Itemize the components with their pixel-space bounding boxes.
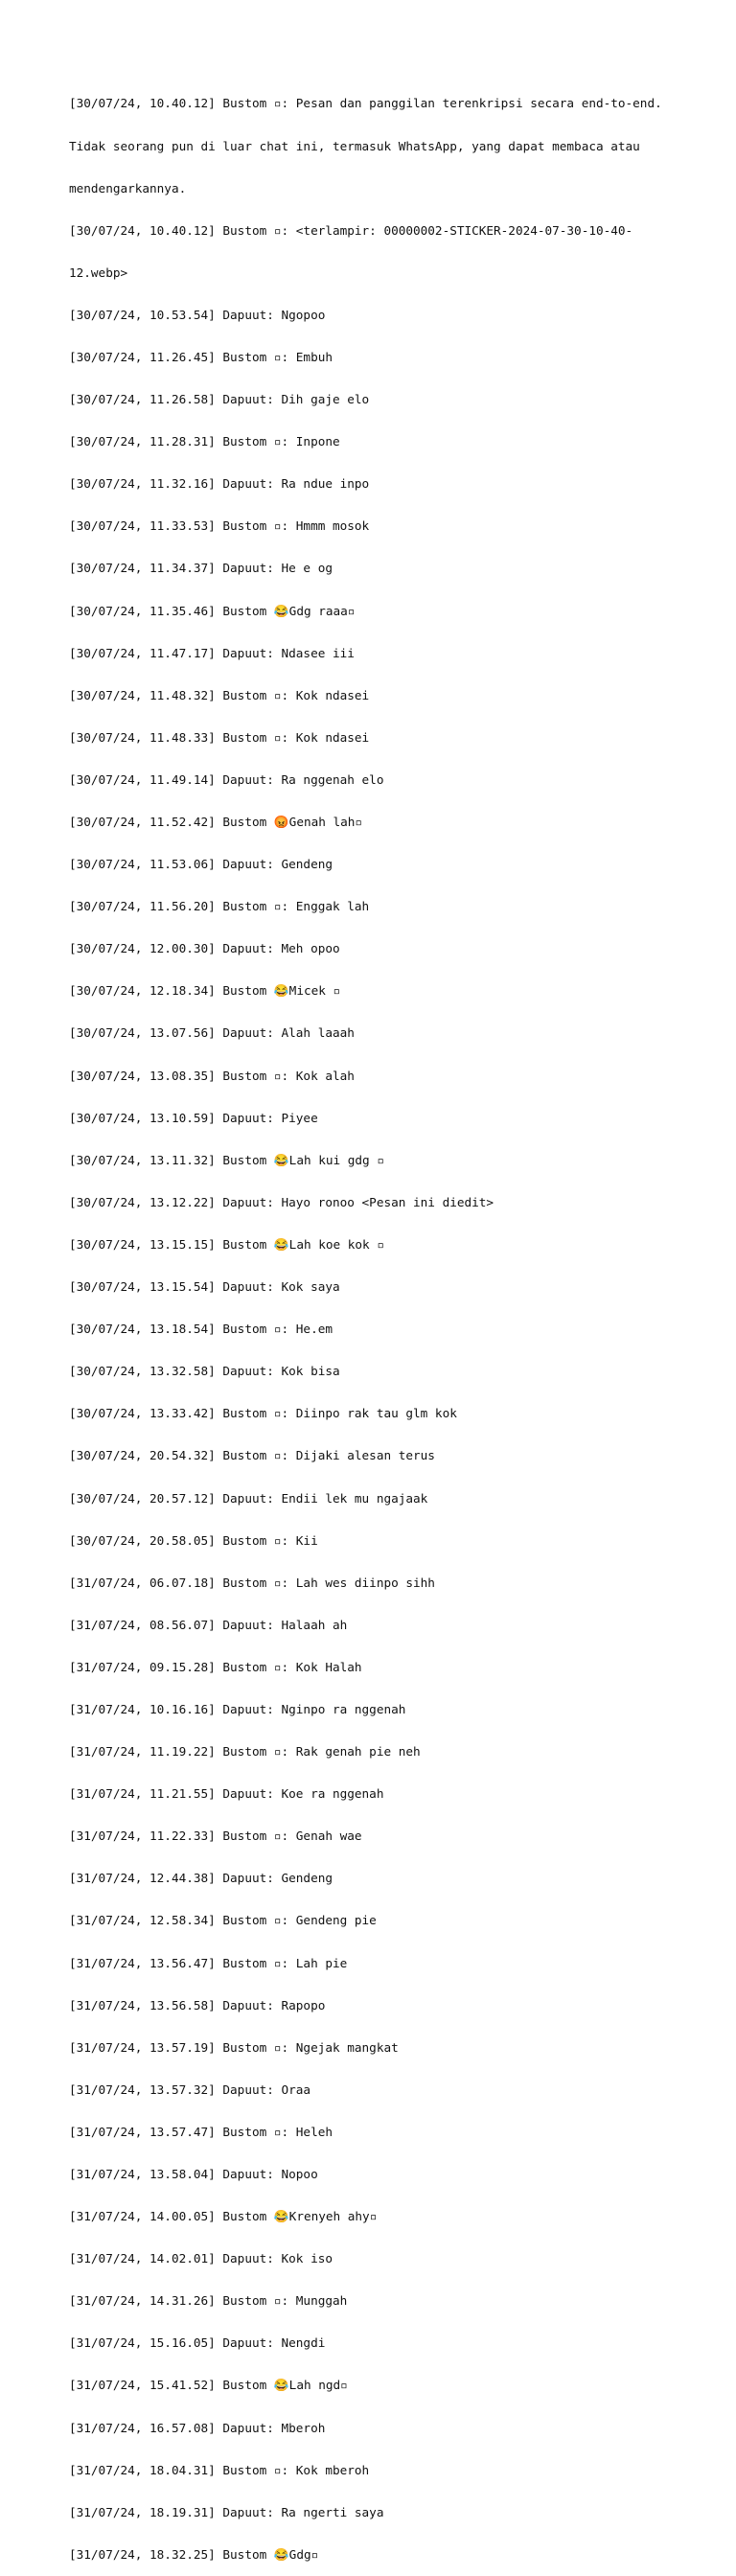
chat-line: [30/07/24, 13.12.22] Dapuut: Hayo ronoo <Pesan ini diedit> [69, 1194, 494, 1209]
chat-line: [31/07/24, 11.19.22] Bustom ▫: Rak genah pie neh [69, 1744, 421, 1760]
chat-line: [30/07/24, 10.53.54] Dapuut: Ngopoo [69, 307, 326, 322]
chat-line: [30/07/24, 11.52.42] Bustom 😡Genah lah▫ [69, 815, 363, 829]
chat-line: [30/07/24, 11.35.46] Bustom 😂Gdg raaa▫ [69, 603, 356, 618]
chat-line: [30/07/24, 13.08.35] Bustom ▫: Kok alah [69, 1068, 355, 1083]
chat-line: [31/07/24, 11.22.33] Bustom ▫: Genah wae [69, 1828, 362, 1844]
chat-line: [30/07/24, 11.49.14] Dapuut: Ra nggenah elo [69, 771, 384, 787]
chat-line: [30/07/24, 20.54.32] Bustom ▫: Dijaki alesan terus [69, 1448, 435, 1463]
chat-line: [30/07/24, 20.57.12] Dapuut: Endii lek mu ngajaak [69, 1490, 428, 1506]
chat-line: [30/07/24, 11.56.20] Bustom ▫: Enggak lah [69, 899, 370, 914]
chat-line: [31/07/24, 14.00.05] Bustom 😂Krenyeh ahy▫ [69, 2209, 378, 2224]
chat-line: mendengarkannya. [69, 180, 187, 196]
chat-line: [31/07/24, 13.57.19] Bustom ▫: Ngejak mangkat [69, 2039, 399, 2055]
chat-line: Tidak seorang pun di luar chat ini, termasuk WhatsApp, yang dapat membaca atau [69, 138, 640, 153]
chat-line: [31/07/24, 14.02.01] Dapuut: Kok iso [69, 2251, 333, 2266]
chat-line: [30/07/24, 13.15.15] Bustom 😂Lah koe kok ▫ [69, 1236, 384, 1252]
chat-line: [31/07/24, 08.56.07] Dapuut: Halaah ah [69, 1617, 348, 1632]
chat-line: [30/07/24, 11.33.53] Bustom ▫: Hmmm mosok [69, 518, 370, 534]
chat-line: [30/07/24, 11.53.06] Dapuut: Gendeng [69, 857, 333, 872]
chat-line: [31/07/24, 12.58.34] Bustom ▫: Gendeng pie [69, 1913, 377, 1928]
chat-line: [30/07/24, 10.40.12] Bustom ▫: <terlampir: 00000002-STICKER-2024-07-30-10-40- [69, 222, 633, 238]
chat-line: [31/07/24, 15.16.05] Dapuut: Nengdi [69, 2335, 326, 2351]
chat-line: [30/07/24, 13.32.58] Dapuut: Kok bisa [69, 1364, 340, 1379]
chat-line: [30/07/24, 20.58.05] Bustom ▫: Kii [69, 1532, 318, 1548]
chat-line: [30/07/24, 12.18.34] Bustom 😂Micek ▫ [69, 983, 341, 999]
chat-line: [30/07/24, 11.26.45] Bustom ▫: Embuh [69, 349, 333, 364]
chat-line: [30/07/24, 13.33.42] Bustom ▫: Diinpo rak tau glm kok [69, 1406, 457, 1421]
chat-line: [31/07/24, 18.04.31] Bustom ▫: Kok mberoh [69, 2462, 370, 2477]
chat-line: [31/07/24, 18.32.25] Bustom 😂Gdg▫ [69, 2546, 319, 2562]
chat-line: [31/07/24, 12.44.38] Dapuut: Gendeng [69, 1871, 333, 1886]
chat-line: [31/07/24, 15.41.52] Bustom 😂Lah ngd▫ [69, 2378, 348, 2393]
chat-line: [30/07/24, 13.11.32] Bustom 😂Lah kui gdg ▫ [69, 1152, 384, 1167]
chat-line: [31/07/24, 06.07.18] Bustom ▫: Lah wes diinpo sihh [69, 1575, 435, 1590]
chat-line: [30/07/24, 11.48.32] Bustom ▫: Kok ndasei [69, 687, 370, 702]
chat-line: [30/07/24, 11.48.33] Bustom ▫: Kok ndasei [69, 729, 370, 745]
chat-line: [31/07/24, 11.21.55] Dapuut: Koe ra nggenah [69, 1786, 384, 1802]
chat-line: [30/07/24, 11.26.58] Dapuut: Dih gaje elo [69, 392, 370, 407]
chat-line: [31/07/24, 13.58.04] Dapuut: Nopoo [69, 2167, 318, 2181]
chat-line: [31/07/24, 09.15.28] Bustom ▫: Kok Halah [69, 1659, 362, 1674]
chat-line: [30/07/24, 13.18.54] Bustom ▫: He.em [69, 1322, 333, 1337]
chat-line: [31/07/24, 18.19.31] Dapuut: Ra ngerti saya [69, 2504, 384, 2519]
chat-line: [30/07/24, 13.15.54] Dapuut: Kok saya [69, 1279, 340, 1295]
chat-line: [30/07/24, 10.40.12] Bustom ▫: Pesan dan panggilan terenkripsi secara end-to-end. [69, 96, 662, 111]
chat-line: [31/07/24, 14.31.26] Bustom ▫: Munggah [69, 2293, 348, 2309]
chat-line: [30/07/24, 11.34.37] Dapuut: He e og [69, 561, 333, 576]
chat-line: 12.webp> [69, 264, 128, 280]
chat-line: [31/07/24, 13.56.47] Bustom ▫: Lah pie [69, 1955, 348, 1970]
chat-line: [30/07/24, 11.28.31] Bustom ▫: Inpone [69, 434, 340, 449]
chat-line: [30/07/24, 11.47.17] Dapuut: Ndasee iii [69, 645, 355, 660]
chat-line: [31/07/24, 13.57.32] Dapuut: Oraa [69, 2082, 311, 2097]
chat-line: [30/07/24, 13.10.59] Dapuut: Piyee [69, 1110, 318, 1125]
chat-line: [31/07/24, 16.57.08] Dapuut: Mberoh [69, 2420, 326, 2435]
chat-line: [30/07/24, 11.32.16] Dapuut: Ra ndue inpo [69, 476, 370, 492]
chat-line: [31/07/24, 13.56.58] Dapuut: Rapopo [69, 1997, 326, 2012]
chat-line: [30/07/24, 12.00.30] Dapuut: Meh opoo [69, 941, 340, 956]
chat-line: [31/07/24, 10.16.16] Dapuut: Nginpo ra nggenah [69, 1701, 406, 1716]
chat-line: [30/07/24, 13.07.56] Dapuut: Alah laaah [69, 1025, 355, 1041]
chat-export-text [69, 69, 682, 2576]
chat-line: [31/07/24, 13.57.47] Bustom ▫: Heleh [69, 2124, 333, 2139]
